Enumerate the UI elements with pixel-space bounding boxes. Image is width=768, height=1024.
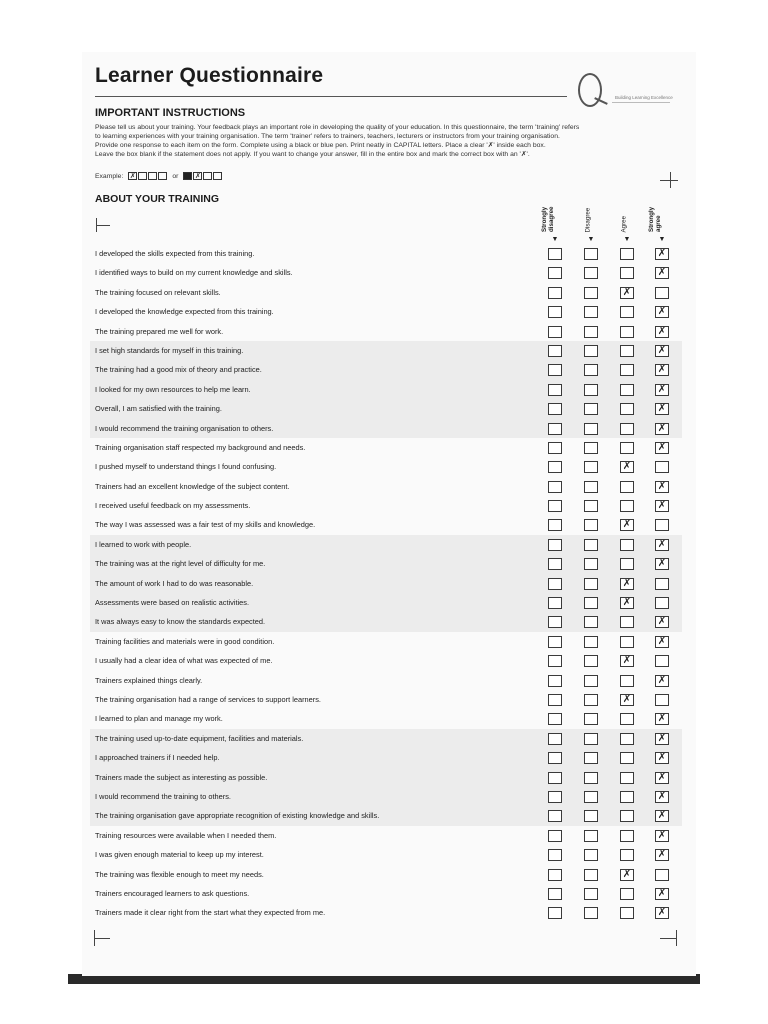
question-text: Training organisation staff respected my background and needs.: [95, 442, 306, 452]
checkbox-strongly-agree[interactable]: ✗: [655, 888, 669, 900]
checkbox-agree[interactable]: [620, 772, 634, 784]
question-text: I would recommend the training to others.: [95, 791, 231, 801]
question-text: I pushed myself to understand things I found confusing.: [95, 462, 277, 472]
checkbox-strongly-agree[interactable]: ✗: [655, 403, 669, 415]
instruction-line: to learning experiences with your training organisation. The term 'trainer' refers to trainers, teachers, lecturers or instructors from your training organisation.: [95, 133, 560, 140]
question-text: The training used up-to-date equipment, facilities and materials.: [95, 733, 304, 743]
question-row: [90, 574, 682, 593]
checkbox-strongly-disagree[interactable]: [548, 287, 562, 299]
question-row: [90, 845, 682, 864]
checkbox-disagree[interactable]: [584, 675, 598, 687]
checkbox-strongly-agree[interactable]: ✗: [655, 733, 669, 745]
question-text: I approached trainers if I needed help.: [95, 753, 220, 763]
checkbox-disagree[interactable]: [584, 306, 598, 318]
question-row: [90, 806, 682, 825]
checkbox-strongly-agree[interactable]: [655, 655, 669, 667]
checkbox-disagree[interactable]: [584, 519, 598, 531]
checkbox-strongly-disagree[interactable]: [548, 306, 562, 318]
question-row: [90, 283, 682, 302]
checkbox-strongly-disagree[interactable]: [548, 655, 562, 667]
checkbox-agree[interactable]: [620, 752, 634, 764]
question-row: [90, 768, 682, 787]
registration-mark: [660, 938, 676, 939]
checkbox-agree[interactable]: [620, 810, 634, 822]
questionnaire-items: [90, 244, 682, 923]
question-text: The training organisation gave appropriate recognition of existing knowledge and skills.: [95, 811, 380, 821]
checkbox-disagree[interactable]: [584, 888, 598, 900]
checkbox-strongly-agree[interactable]: ✗: [655, 907, 669, 919]
checkbox-strongly-disagree[interactable]: [548, 616, 562, 628]
registration-mark: [96, 225, 110, 226]
checkbox-agree[interactable]: [620, 345, 634, 357]
checkbox-strongly-disagree[interactable]: [548, 539, 562, 551]
question-text: Trainers made it clear right from the start what they expected from me.: [95, 908, 326, 918]
question-row: [90, 748, 682, 767]
checkbox-agree[interactable]: ✗: [620, 655, 634, 667]
question-text: The training was flexible enough to meet my needs.: [95, 869, 264, 879]
question-text: The training organisation had a range of services to support learners.: [95, 694, 321, 704]
question-text: I usually had a clear idea of what was expected of me.: [95, 656, 273, 666]
checkbox-strongly-disagree[interactable]: [548, 461, 562, 473]
column-header-strongly-agree: [648, 192, 672, 232]
checkbox-agree[interactable]: [620, 539, 634, 551]
checkbox-disagree[interactable]: [584, 248, 598, 260]
column-header-text: Strongly agree: [648, 206, 662, 232]
checkbox-strongly-disagree[interactable]: [548, 830, 562, 842]
checkbox-disagree[interactable]: [584, 791, 598, 803]
example-filled-box: [183, 172, 192, 180]
registration-mark: [660, 180, 678, 181]
checkbox-strongly-disagree[interactable]: [548, 384, 562, 396]
checkbox-strongly-agree[interactable]: ✗: [655, 636, 669, 648]
question-row: [90, 826, 682, 845]
checkbox-strongly-agree[interactable]: [655, 597, 669, 609]
checkbox-agree[interactable]: [620, 267, 634, 279]
checkbox-strongly-disagree[interactable]: [548, 481, 562, 493]
checkbox-strongly-agree[interactable]: ✗: [655, 713, 669, 725]
instruction-line: Leave the box blank if the statement does not apply. If you want to change your answer, fill in the entire box and mark the correct box with an '✗'.: [95, 151, 530, 158]
registration-mark: [676, 930, 677, 946]
checkbox-strongly-agree[interactable]: ✗: [655, 810, 669, 822]
question-row: [90, 535, 682, 554]
question-row: [90, 593, 682, 612]
checkbox-strongly-disagree[interactable]: [548, 713, 562, 725]
checkbox-agree[interactable]: [620, 713, 634, 725]
question-text: The training prepared me well for work.: [95, 326, 224, 336]
question-row: [90, 244, 682, 263]
checkbox-strongly-disagree[interactable]: [548, 907, 562, 919]
checkbox-strongly-disagree[interactable]: [548, 248, 562, 260]
question-text: I learned to plan and manage my work.: [95, 714, 223, 724]
checkbox-agree[interactable]: [620, 500, 634, 512]
checkbox-strongly-agree[interactable]: ✗: [655, 248, 669, 260]
checkbox-disagree[interactable]: [584, 869, 598, 881]
checkbox-agree[interactable]: [620, 636, 634, 648]
title-divider: [95, 96, 567, 97]
checkbox-strongly-disagree[interactable]: [548, 791, 562, 803]
checkbox-strongly-disagree[interactable]: [548, 423, 562, 435]
checkbox-strongly-agree[interactable]: ✗: [655, 830, 669, 842]
checkbox-strongly-disagree[interactable]: [548, 597, 562, 609]
logo-icon: [578, 73, 602, 107]
checkbox-strongly-disagree[interactable]: [548, 849, 562, 861]
instruction-line: Please tell us about your training. Your feedback plays an important role in developing the quality of your education. In this questionnaire, the term 'training' refers: [95, 124, 580, 131]
question-row: [90, 322, 682, 341]
checkbox-disagree[interactable]: [584, 558, 598, 570]
checkbox-strongly-disagree[interactable]: [548, 810, 562, 822]
checkbox-disagree[interactable]: [584, 655, 598, 667]
checkbox-strongly-agree[interactable]: ✗: [655, 772, 669, 784]
checkbox-strongly-disagree[interactable]: [548, 636, 562, 648]
question-text: Trainers encouraged learners to ask questions.: [95, 888, 250, 898]
question-row: [90, 477, 682, 496]
checkbox-strongly-disagree[interactable]: [548, 442, 562, 454]
checkbox-strongly-disagree[interactable]: [548, 326, 562, 338]
checkbox-disagree[interactable]: [584, 733, 598, 745]
question-text: The training focused on relevant skills.: [95, 287, 221, 297]
question-row: [90, 360, 682, 379]
checkbox-strongly-agree[interactable]: [655, 287, 669, 299]
section-title: ABOUT YOUR TRAINING: [95, 193, 220, 205]
checkbox-agree[interactable]: [620, 403, 634, 415]
question-row: [90, 380, 682, 399]
checkbox-strongly-agree[interactable]: ✗: [655, 558, 669, 570]
checkbox-agree[interactable]: [620, 423, 634, 435]
column-arrow-icon: ▼: [623, 236, 631, 243]
question-text: I was given enough material to keep up my interest.: [95, 850, 264, 860]
page-title: Learner Questionnaire: [95, 64, 324, 87]
checkbox-disagree[interactable]: [584, 578, 598, 590]
column-arrow-icon: ▼: [587, 236, 595, 243]
checkbox-agree[interactable]: [620, 907, 634, 919]
checkbox-disagree[interactable]: [584, 500, 598, 512]
checkbox-strongly-disagree[interactable]: [548, 267, 562, 279]
checkbox-agree[interactable]: [620, 248, 634, 260]
question-text: The amount of work I had to do was reasonable.: [95, 578, 254, 588]
checkbox-agree[interactable]: [620, 306, 634, 318]
logo-text: Building Learning Excellence: [615, 95, 673, 100]
question-row: [90, 496, 682, 515]
question-row: [90, 419, 682, 438]
checkbox-strongly-disagree[interactable]: [548, 403, 562, 415]
checkbox-agree[interactable]: [620, 481, 634, 493]
checkbox-disagree[interactable]: [584, 481, 598, 493]
checkbox-strongly-agree[interactable]: ✗: [655, 481, 669, 493]
checkbox-strongly-agree[interactable]: ✗: [655, 442, 669, 454]
checkbox-agree[interactable]: ✗: [620, 869, 634, 881]
column-arrow-icon: ▼: [551, 236, 559, 243]
checkbox-agree[interactable]: [620, 364, 634, 376]
checkbox-strongly-disagree[interactable]: [548, 888, 562, 900]
question-text: I developed the skills expected from this training.: [95, 249, 255, 258]
checkbox-agree[interactable]: [620, 733, 634, 745]
checkbox-agree[interactable]: [620, 830, 634, 842]
question-text: It was always easy to know the standards expected.: [95, 617, 266, 627]
logo-underline: [612, 102, 670, 103]
checkbox-strongly-disagree[interactable]: [548, 364, 562, 376]
checkbox-strongly-agree[interactable]: ✗: [655, 423, 669, 435]
example-empty-box: [148, 172, 157, 180]
column-header-text: Disagree: [584, 207, 592, 232]
checkbox-strongly-agree[interactable]: ✗: [655, 616, 669, 628]
checkbox-agree[interactable]: [620, 791, 634, 803]
checkbox-strongly-agree[interactable]: [655, 869, 669, 881]
checkbox-disagree[interactable]: [584, 461, 598, 473]
checkbox-strongly-disagree[interactable]: [548, 500, 562, 512]
checkbox-disagree[interactable]: [584, 616, 598, 628]
question-text: Training facilities and materials were in good condition.: [95, 636, 275, 646]
checkbox-strongly-agree[interactable]: ✗: [655, 539, 669, 551]
checkbox-agree[interactable]: [620, 675, 634, 687]
checkbox-agree[interactable]: ✗: [620, 578, 634, 590]
checkbox-disagree[interactable]: [584, 810, 598, 822]
checkbox-agree[interactable]: [620, 384, 634, 396]
example-empty-box: [213, 172, 222, 180]
column-header-disagree: [582, 192, 602, 232]
checkbox-strongly-agree[interactable]: ✗: [655, 675, 669, 687]
checkbox-disagree[interactable]: [584, 907, 598, 919]
question-text: Trainers made the subject as interesting as possible.: [95, 772, 268, 782]
example-or: or: [172, 172, 179, 180]
checkbox-disagree[interactable]: [584, 713, 598, 725]
checkbox-disagree[interactable]: [584, 364, 598, 376]
checkbox-strongly-disagree[interactable]: [548, 578, 562, 590]
checkbox-strongly-disagree[interactable]: [548, 752, 562, 764]
registration-mark: [670, 172, 671, 188]
checkbox-agree[interactable]: [620, 849, 634, 861]
question-row: [90, 651, 682, 670]
column-header-strongly-disagree: [541, 192, 565, 232]
example-marked-box: ✗: [194, 172, 201, 180]
question-text: The way I was assessed was a fair test of my skills and knowledge.: [95, 520, 316, 530]
checkbox-strongly-disagree[interactable]: [548, 675, 562, 687]
question-row: [90, 302, 682, 321]
checkbox-disagree[interactable]: [584, 772, 598, 784]
question-text: I looked for my own resources to help me learn.: [95, 384, 251, 394]
question-row: [90, 263, 682, 282]
checkbox-agree[interactable]: ✗: [620, 597, 634, 609]
question-row: [90, 554, 682, 573]
checkbox-strongly-agree[interactable]: ✗: [655, 791, 669, 803]
checkbox-disagree[interactable]: [584, 636, 598, 648]
question-text: Overall, I am satisfied with the training.: [95, 404, 222, 414]
checkbox-disagree[interactable]: [584, 597, 598, 609]
checkbox-strongly-disagree[interactable]: [548, 694, 562, 706]
checkbox-disagree[interactable]: [584, 384, 598, 396]
checkbox-strongly-agree[interactable]: ✗: [655, 849, 669, 861]
question-row: [90, 709, 682, 728]
question-row: [90, 903, 682, 922]
question-text: I set high standards for myself in this training.: [95, 345, 244, 355]
checkbox-disagree[interactable]: [584, 287, 598, 299]
checkbox-disagree[interactable]: [584, 752, 598, 764]
example-empty-box: [138, 172, 147, 180]
example-empty-box: [203, 172, 212, 180]
checkbox-strongly-agree[interactable]: ✗: [655, 345, 669, 357]
question-row: [90, 612, 682, 631]
question-row: [90, 671, 682, 690]
checkbox-agree[interactable]: [620, 558, 634, 570]
question-text: Assessments were based on realistic activities.: [95, 598, 250, 608]
checkbox-disagree[interactable]: [584, 403, 598, 415]
checkbox-strongly-agree[interactable]: ✗: [655, 500, 669, 512]
checkbox-agree[interactable]: [620, 326, 634, 338]
question-text: I would recommend the training organisation to others.: [95, 423, 274, 433]
example-label: Example:: [95, 172, 124, 180]
checkbox-strongly-disagree[interactable]: [548, 345, 562, 357]
question-row: [90, 438, 682, 457]
question-text: I received useful feedback on my assessments.: [95, 501, 251, 511]
checkbox-strongly-agree[interactable]: ✗: [655, 267, 669, 279]
checkbox-strongly-agree[interactable]: ✗: [655, 752, 669, 764]
checkbox-strongly-disagree[interactable]: [548, 519, 562, 531]
question-row: [90, 729, 682, 748]
question-text: I identified ways to build on my current knowledge and skills.: [95, 268, 293, 278]
checkbox-strongly-agree[interactable]: ✗: [655, 306, 669, 318]
checkbox-strongly-disagree[interactable]: [548, 733, 562, 745]
checkbox-disagree[interactable]: [584, 539, 598, 551]
instructions-heading: IMPORTANT INSTRUCTIONS: [95, 107, 246, 119]
checkbox-strongly-disagree[interactable]: [548, 772, 562, 784]
checkbox-strongly-disagree[interactable]: [548, 869, 562, 881]
question-row: [90, 884, 682, 903]
column-header-text: Agree: [620, 215, 628, 232]
checkbox-agree[interactable]: [620, 616, 634, 628]
question-row: [90, 399, 682, 418]
column-arrow-icon: ▼: [658, 236, 666, 243]
question-text: Training resources were available when I needed them.: [95, 830, 277, 840]
instruction-line: Provide one response to each item on the form. Complete using a black or blue pen. Print neatly in CAPITAL letters. Place a clear '✗' inside each box.: [95, 142, 546, 149]
example-correct-group: [128, 172, 167, 180]
checkbox-disagree[interactable]: [584, 326, 598, 338]
registration-mark: [94, 938, 110, 939]
question-row: [90, 865, 682, 884]
column-header-agree: [618, 192, 638, 232]
example-empty-box: [158, 172, 167, 180]
checkbox-strongly-agree[interactable]: ✗: [655, 364, 669, 376]
checkbox-disagree[interactable]: [584, 830, 598, 842]
question-text: I learned to work with people.: [95, 539, 192, 549]
checkbox-strongly-agree[interactable]: [655, 519, 669, 531]
question-row: [90, 632, 682, 651]
question-text: The training had a good mix of theory and practice.: [95, 365, 262, 375]
checkbox-strongly-agree[interactable]: [655, 578, 669, 590]
question-row: [90, 457, 682, 476]
checkbox-strongly-agree[interactable]: [655, 461, 669, 473]
column-header-text: Strongly disagree: [541, 206, 555, 232]
checkbox-disagree[interactable]: [584, 849, 598, 861]
example-row: [95, 172, 225, 180]
checkbox-disagree[interactable]: [584, 345, 598, 357]
checkbox-strongly-agree[interactable]: ✗: [655, 384, 669, 396]
checkbox-agree[interactable]: [620, 888, 634, 900]
question-row: [90, 690, 682, 709]
question-row: [90, 515, 682, 534]
checkbox-strongly-agree[interactable]: [655, 694, 669, 706]
checkbox-disagree[interactable]: [584, 423, 598, 435]
question-row: [90, 787, 682, 806]
example-marked-box: ✗: [129, 172, 136, 180]
checkbox-agree[interactable]: ✗: [620, 519, 634, 531]
example-changed-group: [183, 172, 222, 180]
question-text: Trainers explained things clearly.: [95, 675, 203, 685]
checkbox-strongly-agree[interactable]: ✗: [655, 326, 669, 338]
checkbox-disagree[interactable]: [584, 442, 598, 454]
checkbox-agree[interactable]: ✗: [620, 694, 634, 706]
question-text: Trainers had an excellent knowledge of the subject content.: [95, 481, 290, 491]
checkbox-agree[interactable]: ✗: [620, 287, 634, 299]
question-text: I developed the knowledge expected from this training.: [95, 307, 274, 317]
question-text: The training was at the right level of difficulty for me.: [95, 559, 266, 569]
checkbox-disagree[interactable]: [584, 694, 598, 706]
checkbox-strongly-disagree[interactable]: [548, 558, 562, 570]
question-row: [90, 341, 682, 360]
checkbox-agree[interactable]: [620, 442, 634, 454]
checkbox-agree[interactable]: ✗: [620, 461, 634, 473]
checkbox-disagree[interactable]: [584, 267, 598, 279]
